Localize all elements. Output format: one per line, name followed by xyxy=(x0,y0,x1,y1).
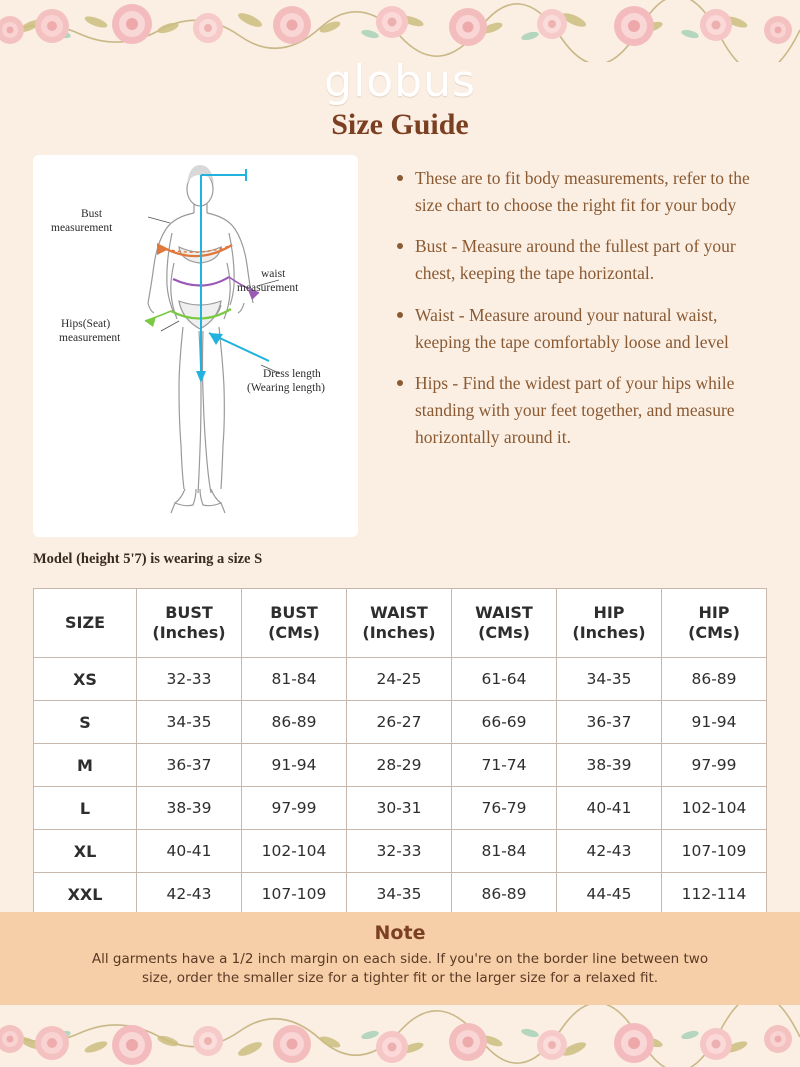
cell-waist-cm: 71-74 xyxy=(452,744,557,787)
cell-hip-in: 42-43 xyxy=(557,830,662,873)
note-section xyxy=(0,912,800,1005)
cell-size: S xyxy=(34,701,137,744)
note-text: All garments have a 1/2 inch margin on each side. If you're on the border line between two size, order the smaller size for a tighter fit or the larger size for a relaxed fit. xyxy=(91,950,709,987)
cell-bust-cm: 86-89 xyxy=(242,701,347,744)
measurement-figure-art xyxy=(33,155,358,537)
instruction-item: Waist - Measure around your natural waist, keeping the tape comfortably loose and level xyxy=(415,302,767,356)
hips-label-line1: Hips(Seat) xyxy=(61,318,111,330)
header-line1: WAIST xyxy=(475,603,533,622)
cell-size: XS xyxy=(34,658,137,701)
dress-label-line1: Dress length xyxy=(263,368,321,380)
table-row xyxy=(34,830,767,873)
column-header-size xyxy=(34,589,137,658)
size-chart-body xyxy=(34,658,767,916)
header-line2: (Inches) xyxy=(152,623,226,642)
cell-hip-cm: 112-114 xyxy=(662,873,767,916)
cell-waist-in: 24-25 xyxy=(347,658,452,701)
column-header-waist-cms xyxy=(452,589,557,658)
cell-bust-cm: 102-104 xyxy=(242,830,347,873)
brand-logo: globus xyxy=(324,56,476,107)
content-area xyxy=(33,155,767,916)
cell-bust-in: 32-33 xyxy=(137,658,242,701)
column-header-bust-inches xyxy=(137,589,242,658)
bust-label-line2: measurement xyxy=(51,222,113,234)
cell-hip-in: 38-39 xyxy=(557,744,662,787)
cell-waist-in: 28-29 xyxy=(347,744,452,787)
header-line1: WAIST xyxy=(370,603,428,622)
waist-label-line1: waist xyxy=(261,268,286,280)
cell-bust-cm: 81-84 xyxy=(242,658,347,701)
header-line2: (CMs) xyxy=(478,623,530,642)
cell-hip-in: 34-35 xyxy=(557,658,662,701)
cell-hip-in: 40-41 xyxy=(557,787,662,830)
table-row xyxy=(34,787,767,830)
cell-bust-cm: 107-109 xyxy=(242,873,347,916)
cell-size: M xyxy=(34,744,137,787)
cell-hip-in: 44-45 xyxy=(557,873,662,916)
cell-size: XXL xyxy=(34,873,137,916)
hips-label-line2: measurement xyxy=(59,332,121,344)
dress-length-line xyxy=(196,169,269,383)
cell-waist-cm: 81-84 xyxy=(452,830,557,873)
header-line1: BUST xyxy=(270,603,318,622)
header-line1: HIP xyxy=(593,603,625,622)
cell-bust-cm: 91-94 xyxy=(242,744,347,787)
cell-waist-cm: 76-79 xyxy=(452,787,557,830)
figure-and-bullets-row xyxy=(33,155,767,537)
floral-border-top-art xyxy=(0,0,800,62)
cell-waist-in: 34-35 xyxy=(347,873,452,916)
cell-size: XL xyxy=(34,830,137,873)
header-line2: (Inches) xyxy=(572,623,646,642)
cell-bust-in: 38-39 xyxy=(137,787,242,830)
cell-bust-in: 36-37 xyxy=(137,744,242,787)
table-row xyxy=(34,658,767,701)
column-header-waist-inches xyxy=(347,589,452,658)
floral-border-top xyxy=(0,0,800,62)
measurement-instructions xyxy=(393,155,767,465)
cell-hip-cm: 91-94 xyxy=(662,701,767,744)
column-header-bust-cms xyxy=(242,589,347,658)
cell-hip-cm: 107-109 xyxy=(662,830,767,873)
table-header-row xyxy=(34,589,767,658)
instruction-item: Bust - Measure around the fullest part of your chest, keeping the tape horizontal. xyxy=(415,233,767,287)
note-title: Note xyxy=(374,921,426,944)
cell-bust-in: 34-35 xyxy=(137,701,242,744)
header-line1: HIP xyxy=(698,603,730,622)
table-row xyxy=(34,873,767,916)
model-note: Model (height 5'7) is wearing a size S xyxy=(33,551,263,567)
cell-bust-in: 40-41 xyxy=(137,830,242,873)
header-line1: SIZE xyxy=(64,613,105,632)
dress-label-line2: (Wearing length) xyxy=(247,382,325,394)
measurement-figure xyxy=(33,155,358,537)
cell-waist-in: 30-31 xyxy=(347,787,452,830)
size-chart-table xyxy=(33,588,767,916)
cell-bust-in: 42-43 xyxy=(137,873,242,916)
cell-size: L xyxy=(34,787,137,830)
cell-waist-cm: 66-69 xyxy=(452,701,557,744)
page-title: Size Guide xyxy=(331,108,469,141)
cell-waist-cm: 86-89 xyxy=(452,873,557,916)
floral-border-bottom xyxy=(0,1005,800,1067)
cell-bust-cm: 97-99 xyxy=(242,787,347,830)
waist-label-line2: measurement xyxy=(237,282,299,294)
column-header-hip-inches xyxy=(557,589,662,658)
column-header-hip-cms xyxy=(662,589,767,658)
instruction-item: Hips - Find the widest part of your hips while standing with your feet together, and measure horizontally around it. xyxy=(415,370,767,451)
cell-hip-cm: 86-89 xyxy=(662,658,767,701)
header-line1: BUST xyxy=(165,603,213,622)
cell-waist-cm: 61-64 xyxy=(452,658,557,701)
cell-hip-in: 36-37 xyxy=(557,701,662,744)
floral-border-bottom-art xyxy=(0,1005,800,1067)
bust-label-line1: Bust xyxy=(81,208,103,220)
cell-waist-in: 32-33 xyxy=(347,830,452,873)
table-row xyxy=(34,701,767,744)
instruction-item: These are to fit body measurements, refer to the size chart to choose the right fit for your body xyxy=(415,165,767,219)
header-line2: (Inches) xyxy=(362,623,436,642)
cell-hip-cm: 97-99 xyxy=(662,744,767,787)
table-row xyxy=(34,744,767,787)
header-line2: (CMs) xyxy=(268,623,320,642)
cell-waist-in: 26-27 xyxy=(347,701,452,744)
cell-hip-cm: 102-104 xyxy=(662,787,767,830)
header-line2: (CMs) xyxy=(688,623,740,642)
